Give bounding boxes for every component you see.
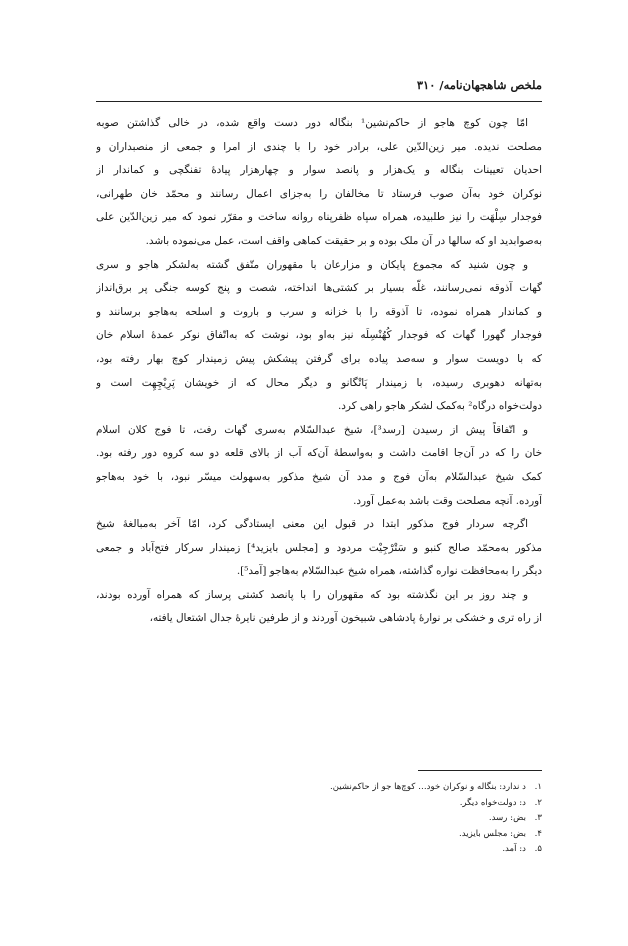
footnotes xyxy=(96,780,542,858)
footnote-number: ۵. xyxy=(534,844,542,855)
header-rule xyxy=(96,101,542,102)
text-line: اگرچه سردار فوج مذکور ابتدا در قبول این معنی ایستادگی کرد، امّا آخر به‌مبالغهٔ شیخ xyxy=(96,518,528,531)
text-line: به‌صوابدید او که سالها در آن ملک بوده و بر حقیقت کماهی واقف است، عمل می‌نموده باشد. xyxy=(145,234,542,247)
footnote xyxy=(96,780,542,796)
footnote xyxy=(96,842,542,858)
text-line: مصلحت ندیده. میر زین‌الدّین علی، برادر خود را با چندی از امرا و جمعی از منصبداران و xyxy=(96,140,542,153)
footnote-text: د: آمد. xyxy=(502,844,526,855)
running-header: ملخص شاهجهان‌نامه/ ۳۱۰ xyxy=(416,78,542,92)
footnote-number: ۱. xyxy=(534,782,542,792)
text-line: کمک شیخ عبدالسّلام به‌آن فوج و مدد آن شیخ مذکور به‌سهولت میسّر نبود، با خود به‌هاجو xyxy=(96,470,542,483)
text-line: دولت‌خواه درگاه² به‌کمک لشکر هاجو راهی کرد. xyxy=(337,400,542,413)
footnote-text: بض: مجلس بایزید. xyxy=(458,828,526,839)
text-line: فوجدار گهورا گهات که فوجدار کُهُنْسِلَه نیز به‌او بود، نوشت که به‌اتّفاق نوکر عمدهٔ اسلام خان xyxy=(96,329,542,342)
footnote-number: ۲. xyxy=(534,797,542,808)
text-line: و کماندار همراه نموده، تا آذوقه را با خزانه و سرب و باروت و اسلحه به‌هاجو برسانند و xyxy=(96,305,542,318)
footnote-number: ۴. xyxy=(534,828,542,839)
text-line: نوکران خود به‌آن صوب فرستاد تا مخالفان را به‌جزای اعمال رسانند و محمّد خان طهرانی، xyxy=(96,187,542,200)
body-text xyxy=(96,112,542,631)
text-line: فوجدار سِلْهَت را نیز طلبیده، همراه سپاه ظفرپناه روانه ساخت و مقرّر نمود که میر زین‌الدّین علی xyxy=(96,211,542,224)
text-line: و چند روز بر این نگذشته بود که مقهوران را با پانصد کشتی پرساز که همراه آورده بودند، xyxy=(96,588,528,601)
text-line: از راه تری و خشکی بر نوارهٔ پادشاهی شبیخون آوردند و از طرفین نایرهٔ جدال اشتعال یافته، xyxy=(149,612,542,625)
footnote xyxy=(96,796,542,812)
footnote xyxy=(96,827,542,843)
text-line: دیگر را به‌محافظت نواره گذاشته، همراه شیخ عبدالسّلام به‌هاجو [آمد⁵]. xyxy=(236,565,542,578)
text-line: امّا چون کوچ هاجو از حاکم‌نشین¹ بنگاله دور دست واقع شده، در خالی گذاشتن صوبه xyxy=(96,117,528,129)
footnote-text: د: دولت‌خواه دیگر. xyxy=(459,797,526,808)
footnote-number: ۳. xyxy=(534,813,542,824)
footnote-separator xyxy=(418,770,542,771)
text-line: گهات آذوقه نمی‌رسانند، غلّه بسیار بر کشتی‌ها انداخته، شصت و پنج کوسه جنگی پر برق‌انداز xyxy=(96,282,542,295)
text-line: که با دویست سوار و سه‌صد پیاده برای گرفتن پیشکش پیش زمیندار کوچ بهار رفته بود، xyxy=(96,352,542,365)
text-line: به‌تهانه دهوبری رسیده، با زمیندار پَاتْگانو و دیگر محال که از خویشان پَرِیْچِهِت است و xyxy=(96,376,542,389)
text-line: مذکور به‌محمّد صالح کنبو و سَتْرْجِیْت مردود و [مجلس بایزید⁴] زمیندار سرکار فتح‌آباد و جمعی xyxy=(96,541,542,554)
text-line: احدیان تعیینات بنگاله و یک‌هزار و پانصد سوار و چهارهزار پیادهٔ تفنگچی و کماندار از xyxy=(96,164,542,177)
text-line: و چون شنید که مجموع پایکان و مزارعان با مقهوران متّفق گشته به‌لشکر هاجو و سری xyxy=(96,258,528,271)
footnote-text: بض: رسد. xyxy=(488,813,526,824)
footnote xyxy=(96,811,542,827)
text-line: آورده. آنچه مصلحت وقت باشد به‌عمل آورد. xyxy=(353,494,542,507)
text-line: و اتّفاقاً پیش از رسیدن [رسد³]، شیخ عبدالسّلام به‌سری گهات رفت، تا فوج کلان اسلام xyxy=(96,423,528,436)
footnote-text: د ندارد: بنگاله و نوکران خود… کوچ‌ها جو از حاکم‌نشین. xyxy=(329,782,526,792)
text-line: خان را که در آن‌جا اقامت داشت و به‌واسطهٔ آن‌که آب از بالای قلعه دو سه کروه دور رفته بود. xyxy=(96,447,542,460)
